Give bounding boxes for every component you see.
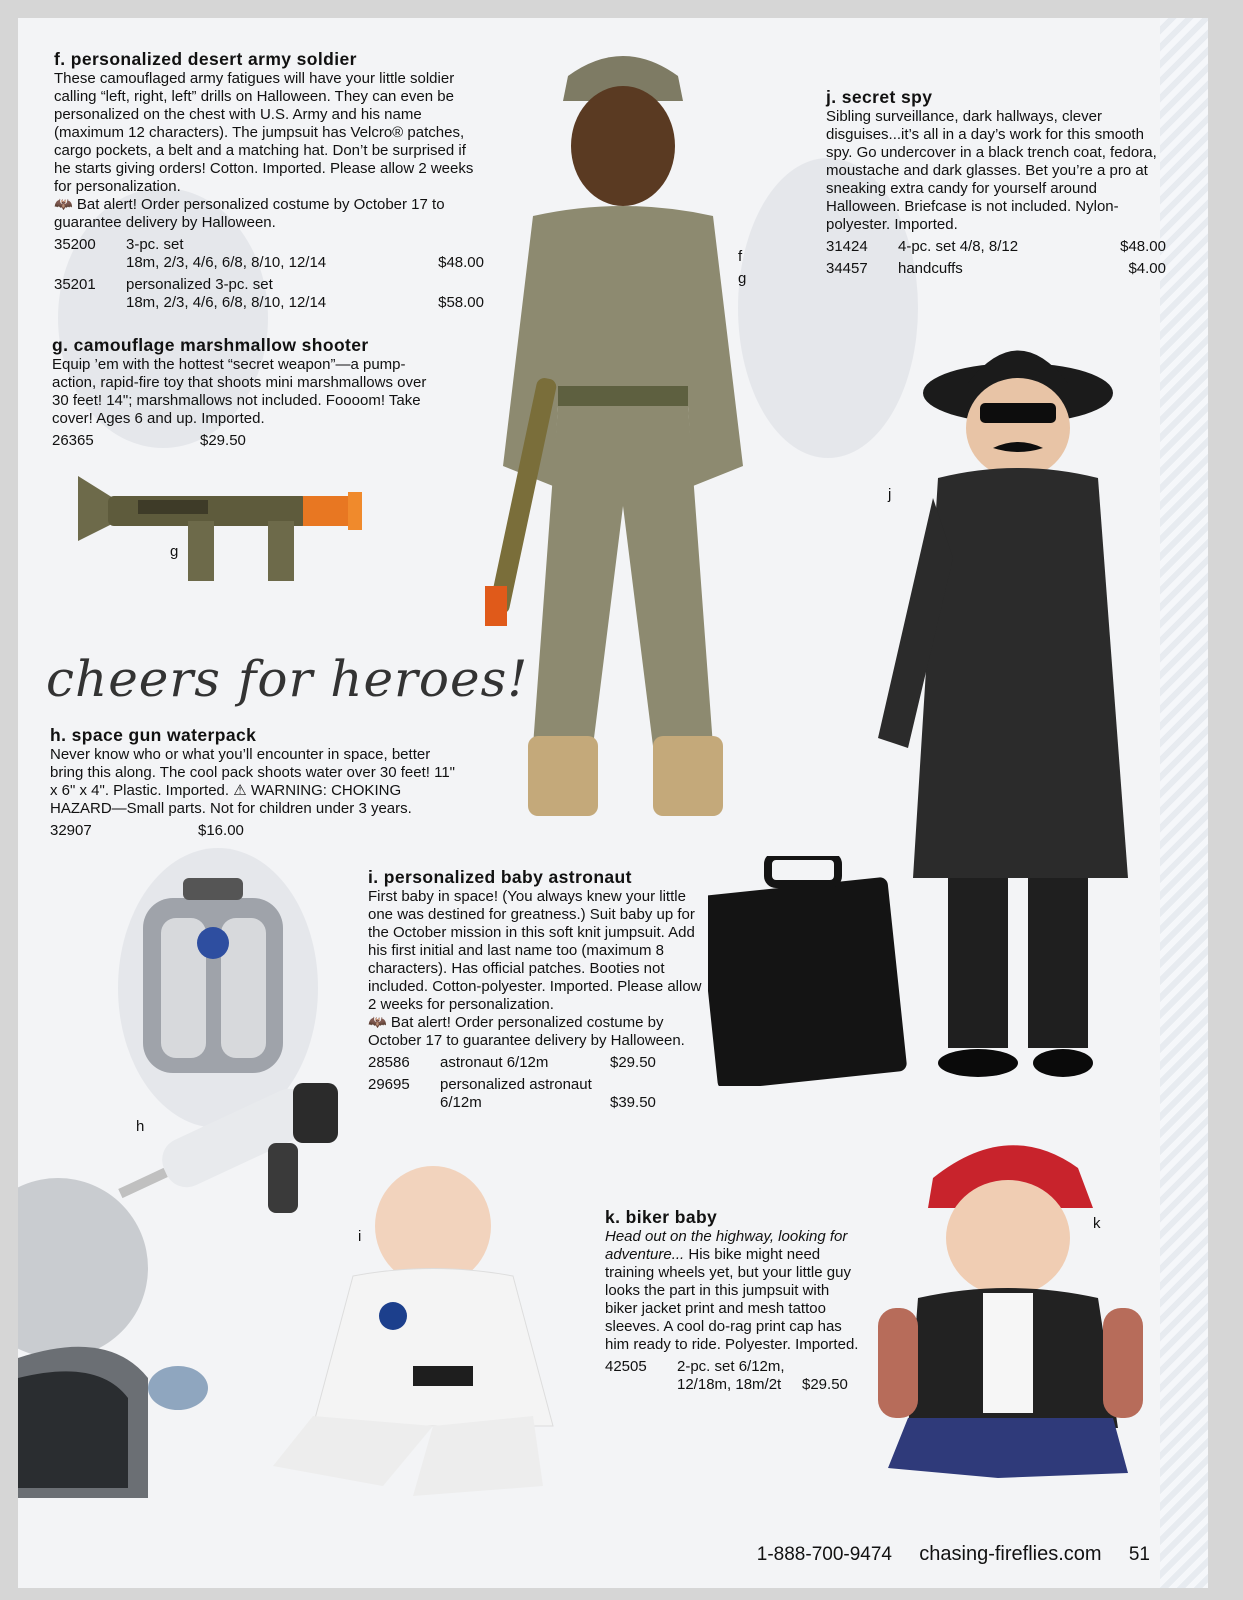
sku-row: [52, 432, 447, 450]
price: $29.50: [610, 1054, 656, 1071]
baby-astronaut-image: [233, 1166, 593, 1506]
biker-baby-image: [878, 1128, 1148, 1488]
product-title: g. camouflage marshmallow shooter: [52, 335, 369, 355]
item-sizes: 18m, 2/3, 4/6, 6/8, 8/10, 12/14: [126, 294, 327, 311]
product-description: First baby in space! (You always knew your little one was destined for greatness.) Suit baby up for the October mission in this soft knit jumpsuit. Add his first initial and last name too (maximum 8 characters). Has official patches. Booties not included. Cotton-polyester. Imported. Please allow 2 weeks for personalization.: [368, 888, 702, 1013]
page-number: 51: [1128, 1544, 1150, 1565]
product-title: h. space gun waterpack: [50, 725, 257, 745]
sku-row: [826, 260, 1166, 278]
product-letter: h: [136, 1118, 145, 1135]
sku: 34457: [826, 260, 868, 277]
item-name: astronaut 6/12m: [440, 1054, 549, 1071]
phone-number: 1-888-700-9474: [756, 1544, 892, 1565]
item-sizes: 18m, 2/3, 4/6, 6/8, 8/10, 12/14: [126, 254, 327, 271]
marshmallow-shooter-image: [78, 466, 378, 596]
army-soldier-image: [473, 46, 763, 846]
sku: 29695: [368, 1076, 410, 1093]
product-description: Sibling surveillance, dark hallways, clever disguises...it’s all in a day’s work for this smooth spy. Go undercover in a black trench coat, fedora, moustache and dark glasses. Bet you’re a pro at sneaking extra candy for yourself around Halloween. Briefcase is not included. Nylon-polyester. Imported.: [826, 108, 1157, 233]
price: $29.50: [200, 432, 246, 449]
sku-row: [368, 1054, 708, 1072]
product-description: Head out on the highway, looking for adventure... His bike might need training wheels yet, but your little guy looks the part in this jumpsuit with biker jacket print and mesh tattoo sleeves. A cool do-rag print cap has him ready to ride. Polyester. Imported.: [605, 1228, 859, 1353]
product-title: i. personalized baby astronaut: [368, 867, 632, 887]
briefcase-image: [708, 856, 908, 1086]
page-footer: [735, 1543, 1150, 1566]
sku: 31424: [826, 238, 868, 255]
sku-row: [368, 1076, 708, 1112]
item-name: personalized 3-pc. set: [126, 276, 273, 293]
sku-row: [826, 238, 1166, 256]
product-description: Never know who or what you’ll encounter in space, better bring this along. The cool pack shoots water over 30 feet! 11" x 6" x 4". Plastic. Imported. ⚠ WARNING: CHOKING HAZARD—Small parts. Not for children under 3 years.: [50, 746, 456, 817]
product-letter: g: [170, 543, 179, 560]
product-k: [605, 1208, 865, 1394]
product-description: These camouflaged army fatigues will have your little soldier calling “left, right, left” drills on Halloween. They can even be personalized on the chest with U.S. Army and his name (maximum 12 characters). The jumpsuit has Velcro® patches, cargo pockets, a belt and a matching hat. Don’t be surprised if he starts giving orders! Cotton. Imported. Please allow 2 weeks for personalization.: [54, 70, 474, 195]
product-letter: k: [1093, 1215, 1101, 1232]
item-name: 3-pc. set: [126, 236, 184, 253]
price: $16.00: [198, 822, 244, 839]
space-waterpack-image: [123, 878, 303, 1078]
product-letter: i: [358, 1228, 362, 1245]
catalog-page: [18, 18, 1208, 1588]
product-title: f. personalized desert army soldier: [54, 49, 357, 69]
price: $48.00: [1120, 238, 1166, 255]
bat-icon: 🦇: [368, 1014, 391, 1031]
product-tagline: Head out on the highway, looking for adventure...: [605, 1228, 848, 1263]
product-title: j. secret spy: [826, 87, 933, 107]
price: $48.00: [438, 254, 484, 271]
page-spine: [1160, 18, 1208, 1588]
sku: 42505: [605, 1358, 647, 1375]
sku-row: [50, 822, 455, 840]
product-letter: g: [738, 270, 747, 287]
price: $4.00: [1128, 260, 1166, 277]
price: $39.50: [610, 1094, 656, 1111]
item-name: handcuffs: [898, 260, 963, 277]
website: chasing-fireflies.com: [919, 1543, 1102, 1565]
sku-row: [54, 236, 484, 272]
product-j: [826, 88, 1166, 278]
sku-row: [605, 1358, 865, 1394]
product-g: [52, 336, 447, 450]
item-name: personalized astronaut 6/12m: [440, 1076, 592, 1111]
price: $58.00: [438, 294, 484, 311]
product-f: [54, 50, 484, 312]
product-title: k. biker baby: [605, 1207, 718, 1227]
bat-alert: 🦇 Bat alert! Order personalized costume by October 17 to guarantee delivery by Halloween.: [368, 1014, 685, 1049]
item-name: 2-pc. set 6/12m, 12/18m, 18m/2t: [677, 1358, 785, 1393]
price: $29.50: [802, 1376, 848, 1393]
sku: 26365: [52, 432, 94, 449]
product-i: [368, 868, 708, 1112]
sku-row: [54, 276, 484, 312]
bat-alert: 🦇 Bat alert! Order personalized costume by October 17 to guarantee delivery by Halloween.: [54, 196, 445, 231]
sku: 35200: [54, 236, 96, 253]
product-letter: j: [888, 486, 892, 503]
robot-helmet-image: [18, 1158, 218, 1518]
page-heading: cheers for heroes!: [46, 650, 529, 708]
bat-icon: 🦇: [54, 196, 77, 213]
sku: 32907: [50, 822, 92, 839]
product-letter: f: [738, 248, 743, 265]
product-h: [50, 726, 455, 840]
item-name: 4-pc. set 4/8, 8/12: [898, 238, 1019, 255]
product-description: Equip ’em with the hottest “secret weapon”—a pump-action, rapid-fire toy that shoots mini marshmallows over 30 feet! 14"; marshmallows not included. Foooom! Take cover! Ages 6 and up. Imported.: [52, 356, 427, 427]
sku: 28586: [368, 1054, 410, 1071]
sku: 35201: [54, 276, 96, 293]
